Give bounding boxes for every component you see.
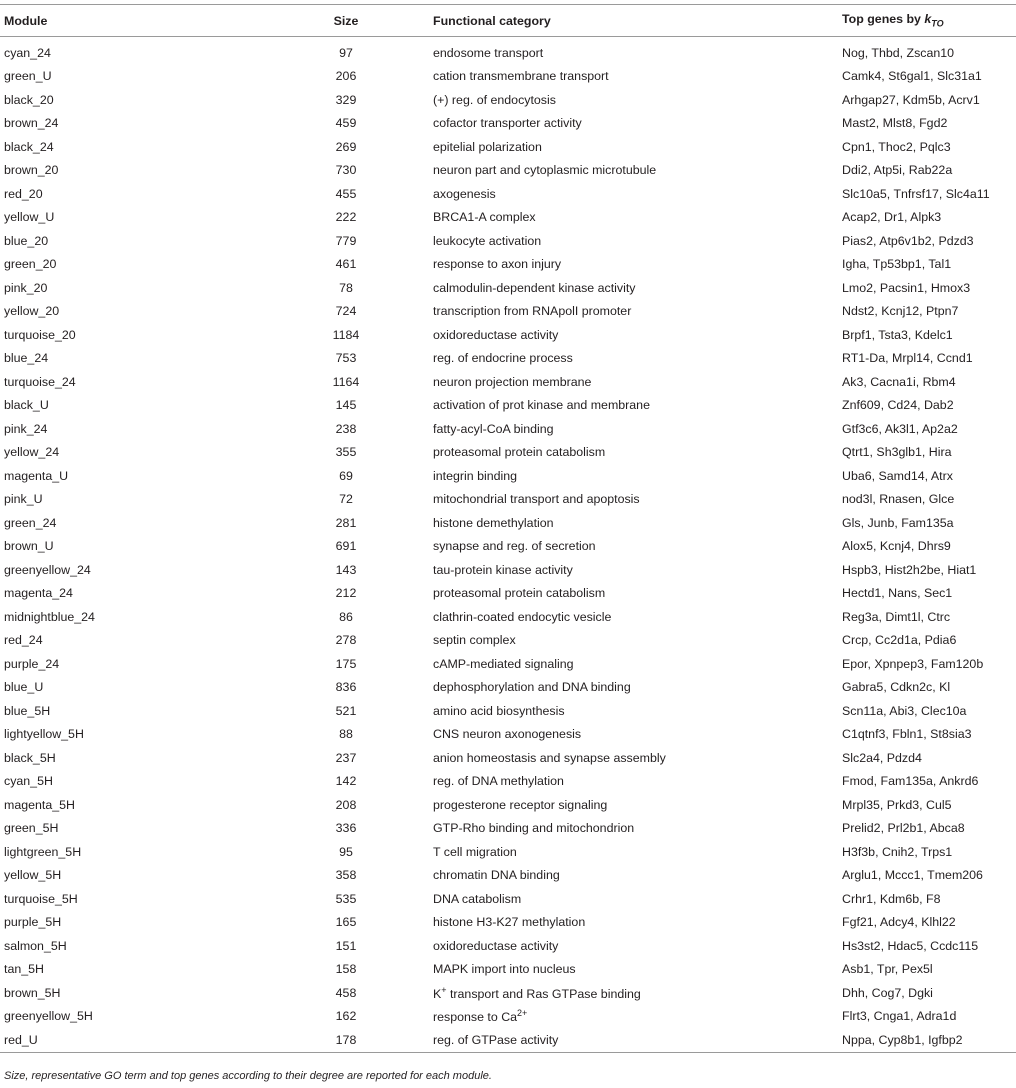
cell-size: 162 [335, 1009, 357, 1024]
cell-functional-category [433, 135, 842, 159]
cell-top-genes: Reg3a, Dimt1l, Ctrc [842, 609, 951, 624]
cell-functional-category [433, 159, 842, 183]
table-row [0, 770, 1016, 794]
table-row [0, 511, 1016, 535]
cell-module: lightyellow_5H [4, 727, 84, 742]
cell-module: pink_U [4, 492, 43, 507]
table-row [0, 558, 1016, 582]
category-text: proteasomal protein catabolism [433, 586, 606, 601]
category-text: axogenesis [433, 186, 496, 201]
category-text: histone H3-K27 methylation [433, 915, 586, 930]
cell-top-genes: Arglu1, Mccc1, Tmem206 [842, 868, 983, 883]
table-row [0, 864, 1016, 888]
cell-functional-category [433, 699, 842, 723]
category-text: chromatin DNA binding [433, 868, 560, 883]
cell-size: 459 [335, 116, 357, 131]
cell-module: yellow_24 [4, 445, 60, 460]
table-row [0, 911, 1016, 935]
cell-size: 836 [335, 680, 357, 695]
cell-module: green_U [4, 69, 52, 84]
cell-top-genes: Ddi2, Atp5i, Rab22a [842, 163, 953, 178]
cell-size: 336 [335, 821, 357, 836]
table-row [0, 887, 1016, 911]
table-row [0, 652, 1016, 676]
cell-size: 206 [335, 69, 357, 84]
table-row [0, 1028, 1016, 1052]
category-text: oxidoreductase activity [433, 938, 559, 953]
table-row [0, 1005, 1016, 1029]
category-text: T cell migration [433, 844, 517, 859]
category-text: endosome transport [433, 45, 544, 60]
cell-module: brown_24 [4, 116, 59, 131]
cell-top-genes: Znf609, Cd24, Dab2 [842, 398, 954, 413]
cell-size: 212 [335, 586, 357, 601]
cell-top-genes: Alox5, Kcnj4, Dhrs9 [842, 539, 951, 554]
cell-module: midnightblue_24 [4, 609, 95, 624]
table-row [0, 793, 1016, 817]
category-text: clathrin-coated endocytic vesicle [433, 609, 612, 624]
cell-module: black_U [4, 398, 49, 413]
cell-functional-category [433, 300, 842, 324]
cell-top-genes: Prelid2, Prl2b1, Abca8 [842, 821, 965, 836]
cell-size: 72 [339, 492, 353, 507]
cell-module: lightgreen_5H [4, 844, 82, 859]
table-row [0, 417, 1016, 441]
table-row [0, 535, 1016, 559]
cell-top-genes: Hs3st2, Hdac5, Ccdc115 [842, 938, 979, 953]
cell-top-genes: Dhh, Cog7, Dgki [842, 985, 933, 1000]
cell-module: black_20 [4, 92, 54, 107]
cell-top-genes: Mrpl35, Prkd3, Cul5 [842, 797, 952, 812]
cell-size: 145 [335, 398, 357, 413]
cell-module: magenta_U [4, 468, 69, 483]
header-kto-k: k [924, 12, 932, 27]
category-text: K [433, 986, 442, 1001]
table-header [0, 5, 1016, 37]
cell-size: 355 [335, 445, 357, 460]
cell-top-genes: RT1-Da, Mrpl14, Ccnd1 [842, 351, 973, 366]
cell-top-genes: Fmod, Fam135a, Ankrd6 [842, 774, 979, 789]
table-row [0, 65, 1016, 89]
cell-functional-category [433, 864, 842, 888]
category-text: BRCA1-A complex [433, 210, 536, 225]
header-top-genes-prefix: Top genes by [842, 12, 925, 27]
cell-top-genes: Pias2, Atp6v1b2, Pdzd3 [842, 233, 974, 248]
cell-top-genes: Camk4, St6gal1, Slc31a1 [842, 69, 982, 84]
cell-top-genes: Asb1, Tpr, Pex5l [842, 962, 933, 977]
table-row [0, 182, 1016, 206]
cell-top-genes: Ndst2, Kcnj12, Ptpn7 [842, 304, 959, 319]
cell-size: 175 [335, 656, 357, 671]
table-row [0, 676, 1016, 700]
category-text: proteasomal protein catabolism [433, 445, 606, 460]
table-row [0, 441, 1016, 465]
cell-top-genes: Slc10a5, Tnfrsf17, Slc4a11 [842, 186, 990, 201]
cell-module: red_U [0, 1028, 259, 1052]
cell-functional-category [433, 911, 842, 935]
cell-top-genes: Hspb3, Hist2h2be, Hiat1 [842, 562, 977, 577]
category-text: response to Ca [433, 1010, 518, 1025]
cell-functional-category [433, 417, 842, 441]
category-text: integrin binding [433, 468, 518, 483]
cell-module: black_5H [4, 750, 56, 765]
cell-size: 455 [335, 186, 357, 201]
category-text: GTP-Rho binding and mitochondrion [433, 821, 635, 836]
cell-module: yellow_U [4, 210, 55, 225]
category-text: reg. of GTPase activity [433, 1032, 559, 1047]
cell-module: magenta_5H [4, 797, 75, 812]
cell-functional-category [433, 112, 842, 136]
cell-functional-category [433, 934, 842, 958]
category-text: leukocyte activation [433, 233, 542, 248]
cell-module: salmon_5H [4, 938, 67, 953]
cell-top-genes: Crhr1, Kdm6b, F8 [842, 891, 941, 906]
category-text: reg. of DNA methylation [433, 774, 564, 789]
cell-top-genes: Slc2a4, Pdzd4 [842, 750, 922, 765]
category-text: MAPK import into nucleus [433, 962, 576, 977]
category-text: neuron projection membrane [433, 374, 592, 389]
cell-module: brown_20 [4, 163, 59, 178]
cell-functional-category [433, 958, 842, 982]
cell-functional-category [433, 347, 842, 371]
table-row [0, 840, 1016, 864]
cell-functional-category [433, 394, 842, 418]
cell-module: purple_24 [4, 656, 60, 671]
cell-top-genes: C1qtnf3, Fbln1, St8sia3 [842, 727, 972, 742]
cell-size: 1184 [332, 327, 360, 342]
table-row [0, 464, 1016, 488]
cell-module: green_20 [4, 257, 57, 272]
table-row [0, 958, 1016, 982]
cell-module: green_24 [4, 515, 57, 530]
cell-size: 779 [335, 233, 357, 248]
cell-top-genes: Fgf21, Adcy4, Klhl22 [842, 915, 956, 930]
cell-top-genes: Cpn1, Thoc2, Pqlc3 [842, 139, 951, 154]
cell-size: 158 [335, 962, 357, 977]
cell-functional-category [433, 511, 842, 535]
cell-functional-category [433, 276, 842, 300]
cell-top-genes: Uba6, Samd14, Atrx [842, 468, 953, 483]
cell-functional-category [433, 182, 842, 206]
category-text: amino acid biosynthesis [433, 703, 565, 718]
category-text: response to axon injury [433, 257, 562, 272]
cell-functional-category [433, 65, 842, 89]
cell-size: 281 [335, 515, 357, 530]
cell-module: blue_U [4, 680, 44, 695]
cell-size: 178 [259, 1028, 433, 1052]
cell-top-genes: Crcp, Cc2d1a, Pdia6 [842, 633, 957, 648]
cell-top-genes: Gtf3c6, Ak3l1, Ap2a2 [842, 421, 958, 436]
table-row [0, 323, 1016, 347]
table-row [0, 347, 1016, 371]
cell-functional-category [433, 464, 842, 488]
table-row [0, 934, 1016, 958]
cell-top-genes: Mast2, Mlst8, Fgd2 [842, 116, 948, 131]
category-text: cofactor transporter activity [433, 116, 582, 131]
cell-functional-category [433, 840, 842, 864]
cell-functional-category [433, 229, 842, 253]
category-text: transcription from RNApolI promoter [433, 304, 632, 319]
cell-size: 724 [335, 304, 357, 319]
cell-module: greenyellow_5H [4, 1009, 93, 1024]
cell-size: 165 [335, 915, 357, 930]
cell-top-genes: Gabra5, Cdkn2c, Kl [842, 680, 951, 695]
table-body [0, 37, 1016, 1053]
cell-functional-category [433, 1028, 842, 1052]
table-row [0, 276, 1016, 300]
cell-top-genes: Ak3, Cacna1i, Rbm4 [842, 374, 956, 389]
cell-module: magenta_24 [4, 586, 73, 601]
cell-module: black_24 [4, 139, 54, 154]
cell-functional-category [433, 605, 842, 629]
cell-size: 151 [335, 938, 357, 953]
cell-module: greenyellow_24 [4, 562, 91, 577]
table-row [0, 981, 1016, 1005]
category-superscript: 2+ [517, 1008, 528, 1019]
table-row [0, 817, 1016, 841]
category-text: reg. of endocrine process [433, 351, 573, 366]
cell-size: 278 [335, 633, 357, 648]
table-row [0, 300, 1016, 324]
cell-module: blue_24 [4, 351, 49, 366]
cell-module: turquoise_5H [4, 891, 78, 906]
cell-size: 97 [339, 45, 353, 60]
cell-size: 78 [339, 280, 353, 295]
category-text: calmodulin-dependent kinase activity [433, 280, 636, 295]
cell-size: 143 [335, 562, 357, 577]
cell-functional-category [433, 535, 842, 559]
cell-size: 86 [339, 609, 353, 624]
category-text: septin complex [433, 633, 516, 648]
header-top-genes [842, 5, 1016, 37]
cell-module: brown_U [4, 539, 54, 554]
table-row [0, 746, 1016, 770]
cell-module: turquoise_20 [4, 327, 76, 342]
cell-size: 142 [335, 774, 357, 789]
category-text: activation of prot kinase and membrane [433, 398, 650, 413]
category-text: epitelial polarization [433, 139, 542, 154]
category-text: synapse and reg. of secretion [433, 539, 596, 554]
cell-top-genes: Nog, Thbd, Zscan10 [842, 45, 955, 60]
category-text: CNS neuron axonogenesis [433, 727, 582, 742]
table-row [0, 723, 1016, 747]
cell-functional-category [433, 793, 842, 817]
category-text: neuron part and cytoplasmic microtubule [433, 163, 657, 178]
cell-module: yellow_5H [4, 868, 62, 883]
cell-functional-category [433, 676, 842, 700]
cell-functional-category [433, 88, 842, 112]
cell-size: 521 [335, 703, 357, 718]
table-row [0, 253, 1016, 277]
table-row [0, 605, 1016, 629]
cell-size: 691 [335, 539, 357, 554]
cell-module: cyan_24 [4, 45, 51, 60]
cell-module: tan_5H [4, 962, 44, 977]
cell-size: 95 [339, 844, 353, 859]
cell-module: yellow_20 [4, 304, 60, 319]
cell-size: 535 [335, 891, 357, 906]
cell-size: 458 [335, 985, 357, 1000]
cell-top-genes: Flrt3, Cnga1, Adra1d [842, 1009, 957, 1024]
cell-top-genes: Gls, Junb, Fam135a [842, 515, 954, 530]
table-row [0, 582, 1016, 606]
header-kto-sub: TO [931, 18, 944, 29]
cell-functional-category [433, 488, 842, 512]
cell-module: purple_5H [4, 915, 62, 930]
cell-top-genes: H3f3b, Cnih2, Trps1 [842, 844, 953, 859]
cell-size: 238 [335, 421, 357, 436]
table-row [0, 88, 1016, 112]
table-row [0, 488, 1016, 512]
cell-size: 69 [339, 468, 353, 483]
cell-size: 461 [335, 257, 357, 272]
table-caption: Size, representative GO term and top genes according to their degree are reported for each module. [4, 1070, 492, 1082]
cell-functional-category [433, 441, 842, 465]
cell-size: 88 [339, 727, 353, 742]
header-row [0, 5, 1016, 37]
cell-functional-category [433, 558, 842, 582]
cell-top-genes: Arhgap27, Kdm5b, Acrv1 [842, 92, 980, 107]
category-text: cAMP-mediated signaling [433, 656, 574, 671]
category-text: DNA catabolism [433, 891, 522, 906]
cell-module: pink_20 [4, 280, 48, 295]
cell-functional-category [433, 770, 842, 794]
cell-module: green_5H [4, 821, 59, 836]
category-text: mitochondrial transport and apoptosis [433, 492, 640, 507]
cell-size: 753 [335, 351, 357, 366]
cell-functional-category [433, 323, 842, 347]
cell-top-genes: Lmo2, Pacsin1, Hmox3 [842, 280, 971, 295]
table-row [0, 394, 1016, 418]
table-row [0, 135, 1016, 159]
header-functional-category: Functional category [433, 5, 842, 37]
cell-module: cyan_5H [4, 774, 53, 789]
cell-top-genes: Brpf1, Tsta3, Kdelc1 [842, 327, 953, 342]
cell-functional-category [433, 746, 842, 770]
category-text: cation transmembrane transport [433, 69, 609, 84]
cell-module: red_24 [4, 633, 43, 648]
category-text: (+) reg. of endocytosis [433, 92, 556, 107]
table-row [0, 229, 1016, 253]
category-text: histone demethylation [433, 515, 554, 530]
header-kto-symbol [924, 12, 944, 29]
modules-table [0, 4, 1016, 1053]
category-superscript: + [441, 984, 447, 995]
table-row [0, 37, 1016, 65]
cell-top-genes: Nppa, Cyp8b1, Igfbp2 [842, 1028, 1016, 1052]
cell-size: 1164 [332, 374, 360, 389]
table-row [0, 159, 1016, 183]
cell-top-genes: nod3l, Rnasen, Glce [842, 492, 955, 507]
cell-functional-category [433, 1005, 842, 1029]
category-text: anion homeostasis and synapse assembly [433, 750, 666, 765]
cell-size: 222 [335, 210, 357, 225]
cell-functional-category [433, 817, 842, 841]
category-text: progesterone receptor signaling [433, 797, 608, 812]
table-row [0, 206, 1016, 230]
cell-module: brown_5H [4, 985, 61, 1000]
cell-size: 208 [335, 797, 357, 812]
cell-size: 358 [335, 868, 357, 883]
cell-top-genes: Acap2, Dr1, Alpk3 [842, 210, 942, 225]
cell-functional-category [433, 253, 842, 277]
cell-size: 269 [335, 139, 357, 154]
table-row [0, 699, 1016, 723]
table-row [0, 112, 1016, 136]
cell-functional-category [433, 629, 842, 653]
header-size: Size [259, 5, 433, 37]
cell-functional-category [433, 370, 842, 394]
cell-functional-category [433, 723, 842, 747]
table-row [0, 370, 1016, 394]
category-text: dephosphorylation and DNA binding [433, 680, 631, 695]
cell-functional-category [433, 37, 842, 65]
cell-size: 329 [335, 92, 357, 107]
cell-top-genes: Hectd1, Nans, Sec1 [842, 586, 953, 601]
category-text: tau-protein kinase activity [433, 562, 573, 577]
cell-functional-category [433, 981, 842, 1005]
cell-module: pink_24 [4, 421, 48, 436]
cell-top-genes: Epor, Xpnpep3, Fam120b [842, 656, 984, 671]
cell-functional-category [433, 206, 842, 230]
cell-size: 237 [335, 750, 357, 765]
cell-size: 730 [335, 163, 357, 178]
header-module: Module [0, 5, 259, 37]
cell-module: turquoise_24 [4, 374, 76, 389]
cell-functional-category [433, 887, 842, 911]
cell-functional-category [433, 582, 842, 606]
cell-top-genes: Igha, Tp53bp1, Tal1 [842, 257, 952, 272]
table-row [0, 629, 1016, 653]
category-text: oxidoreductase activity [433, 327, 559, 342]
cell-module: blue_5H [4, 703, 51, 718]
cell-functional-category [433, 652, 842, 676]
category-suffix: transport and Ras GTPase binding [446, 986, 641, 1001]
cell-top-genes: Scn11a, Abi3, Clec10a [842, 703, 967, 718]
cell-module: red_20 [4, 186, 43, 201]
category-text: fatty-acyl-CoA binding [433, 421, 554, 436]
cell-top-genes: Qtrt1, Sh3glb1, Hira [842, 445, 952, 460]
cell-module: blue_20 [4, 233, 49, 248]
